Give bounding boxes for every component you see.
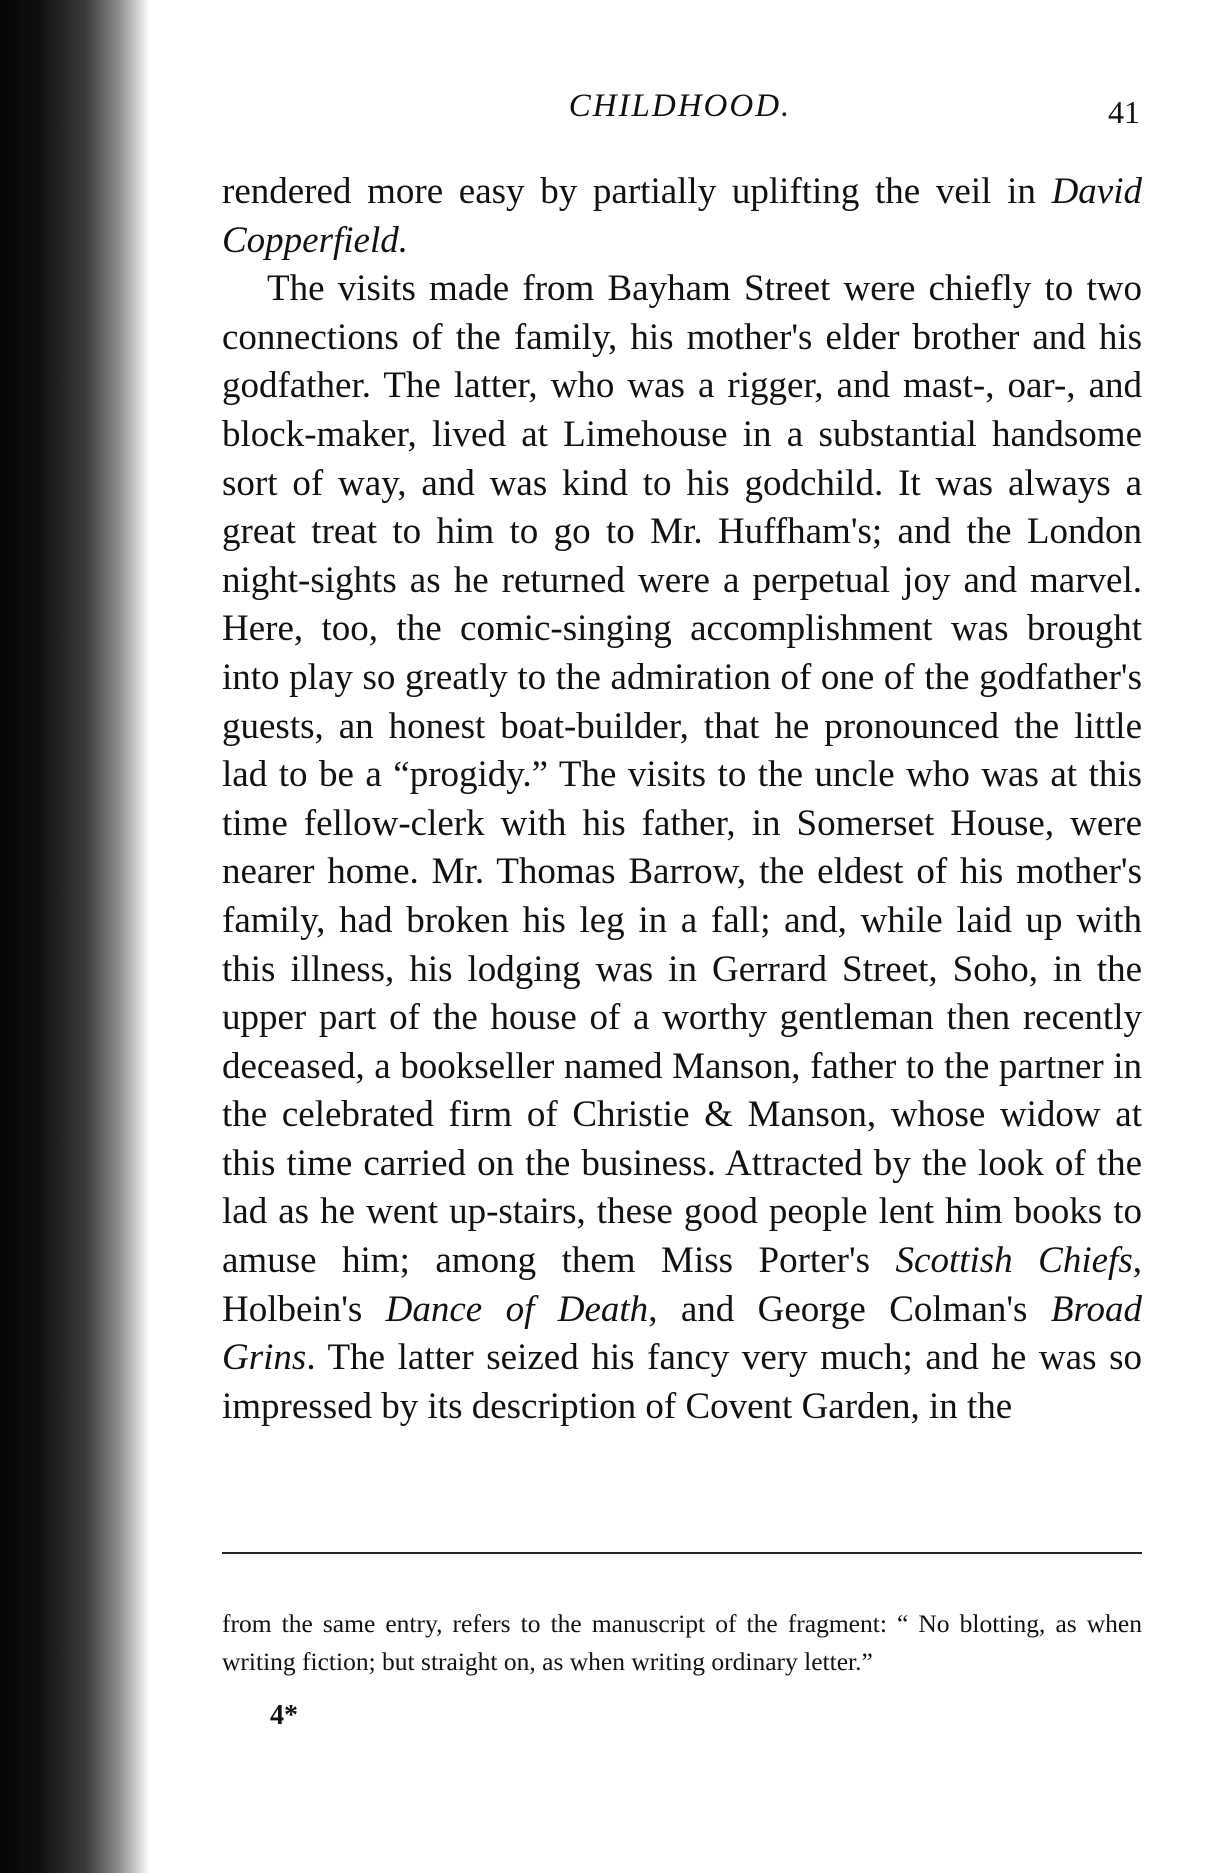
page-number: 41	[1108, 94, 1140, 130]
paragraph-2-text-c: , and George Colman's	[648, 1288, 1051, 1330]
paragraph-1-text: rendered more easy by partially uplifting the veil in	[222, 171, 1052, 212]
body-text	[222, 168, 1142, 1431]
footnote: from the same entry, refers to the manuscript of the fragment: “ No blotting, as when writing fiction; but straight on, as when writing ordinary letter.”	[222, 1609, 1142, 1676]
paragraph-2-text-a: The visits made from Bayham Street were chiefly to two connections of the family, his mother's elder brother and his godfather. The latter, who was a rigger, and mast-, oar-, and block-maker, lived at Limehouse in a substantial handsome sort of way, and was kind to his godchild. It was always a great treat to him to go to Mr. Huffham's; and the London night-sights as he returned were a perpetual joy and marvel. Here, too, the comic-singing accomplishment was brought into play so greatly to the admiration of one of the godfather's guests, an honest boat-builder, that he pronounced the little lad to be a “progidy.” The visits to the uncle who was at this time fellow-clerk with his father, in Somerset House, were nearer home. Mr. Thomas Barrow, the eldest of his mother's family, had broken his leg in a fall; and, while laid up with this illness, his lodging was in Gerrard Street, Soho, in the upper part of the house of a worthy gentleman then recently deceased, a bookseller named Manson, father to the partner in the celebrated firm of Christie & Manson, whose widow at this time carried on the business. Attracted by the look of the lad as he went up-stairs, these good people lent him books to amuse him; among them Miss Porter's	[222, 268, 1142, 1282]
title-dance-of-death: Dance of Death	[385, 1288, 649, 1330]
title-scottish-chiefs: Scottish Chiefs	[895, 1240, 1133, 1282]
title-david-copperfield: David Copperfield.	[222, 171, 1142, 261]
signature-mark: 4*	[270, 1700, 298, 1731]
paragraph-1	[222, 168, 1142, 265]
paragraph-2-text-d: . The latter seized his fancy very much; and he was so impressed by its description of Covent Garden, in the	[222, 1337, 1142, 1427]
title-broad-grins: Broad Grins	[222, 1288, 1142, 1379]
paragraph-2	[222, 265, 1142, 1431]
scanned-binding-gutter	[0, 0, 150, 1873]
page-header	[220, 88, 1140, 138]
footnote-rule	[222, 1552, 1142, 1554]
running-head: CHILDHOOD.	[568, 88, 792, 124]
paragraph-2-text-b: , Holbein's	[222, 1240, 1142, 1330]
